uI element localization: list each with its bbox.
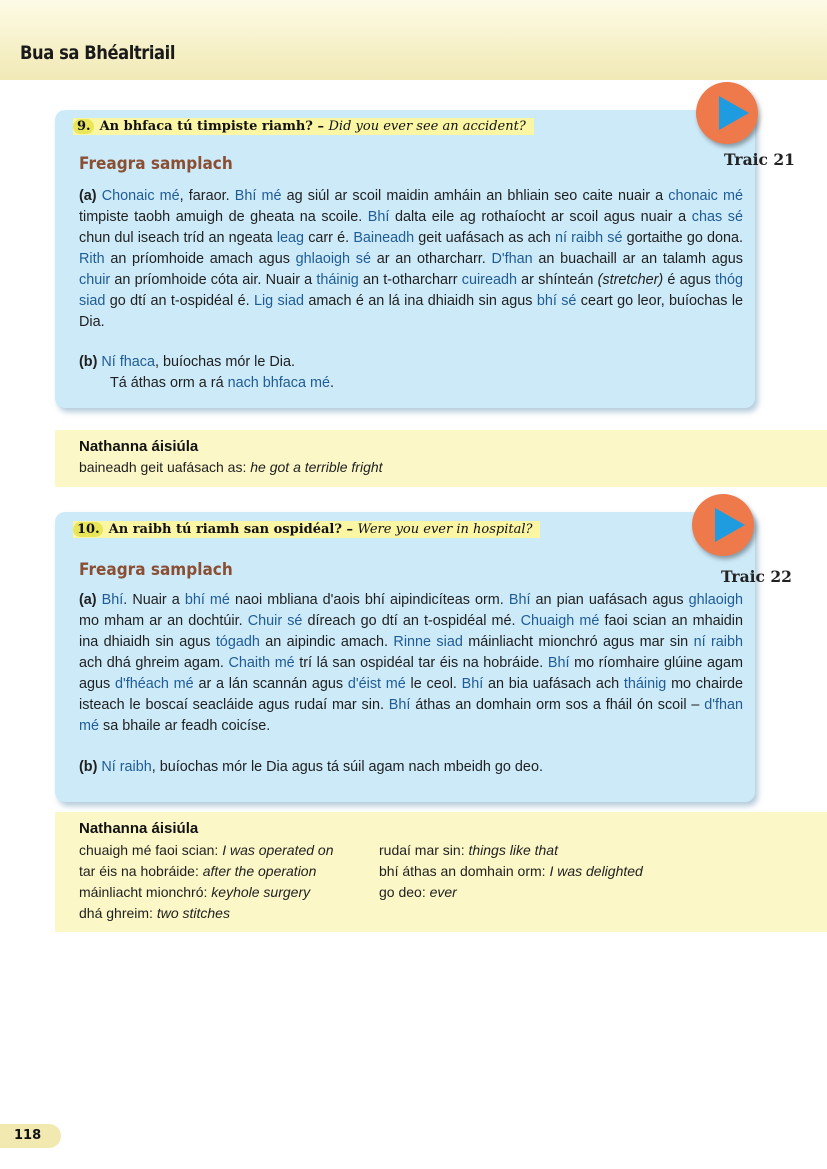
phrase-item: bhí áthas an domhain orm: I was delighted — [379, 863, 643, 879]
highlighted-verb: Ní fhaca — [101, 354, 155, 370]
useful-phrases-box-2 — [55, 812, 827, 932]
highlighted-verb: bhí mé — [184, 592, 230, 608]
useful-phrases-heading: Nathanna áisiúla — [79, 820, 199, 837]
answer-9-b-line2: Tá áthas orm a rá nach bhfaca mé. — [110, 375, 334, 391]
highlighted-verb: chuir — [79, 272, 111, 288]
answer-10-b-line1: Ní raibh, buíochas mór le Dia agus tá súil agam nach mbeidh go deo. — [101, 759, 543, 775]
question-9-box — [55, 110, 755, 408]
question-10-box — [55, 512, 755, 802]
highlighted-verb: chonaic mé — [668, 188, 744, 204]
page-number: 118 — [0, 1124, 61, 1148]
phrase-item: chuaigh mé faoi scian: I was operated on — [79, 842, 334, 858]
gloss-text: (stretcher) — [597, 272, 664, 288]
phrase-item: baineadh geit uafásach as: he got a terrible fright — [79, 459, 383, 475]
highlighted-verb: Bhí — [101, 592, 124, 608]
highlighted-verb: ghlaoigh — [688, 592, 744, 608]
question-9-dash: – — [312, 119, 329, 134]
highlighted-verb: Lig siad — [253, 293, 304, 309]
question-9-irish: An bhfaca tú timpiste riamh? — [99, 119, 313, 134]
highlighted-verb: Ní raibh — [101, 759, 152, 775]
question-9-line — [73, 118, 534, 135]
answer-10-a-text: Bhí. Nuair a bhí mé naoi mbliana d'aois bhí aipindicíteas orm. Bhí an pian uafásach agus ghlaoigh mo mham ar an dochtúir. Chuir sé díreach go dtí an t-ospidéal mé. Chuaigh mé faoi scian an mhaidin ina dhiaidh sin agus tógadh an aipindic amach. Rinne siad máinliacht mionchró agus mar sin ní raibh ach dhá ghreim agam. Chaith mé trí lá san ospidéal tar éis na hobráide. Bhí mo ríomhaire glúine agam agus d'fhéach mé ar a lán scannán agus d'éist mé le ceol. Bhí an bia uafásach ach tháinig mo chairde isteach le boscaí seacláide agus rudaí mar sin. Bhí áthas an domhain orm sos a fháil ón scoil – d'fhan mé sa bhaile ar feadh coicíse. — [79, 592, 744, 734]
highlighted-verb: tháinig — [623, 676, 667, 692]
highlighted-verb: Chuaigh mé — [520, 613, 600, 629]
highlighted-verb: Bhí — [547, 655, 570, 671]
highlighted-verb: Chonaic mé — [101, 188, 180, 204]
header-band — [0, 0, 827, 80]
highlighted-verb: chas sé — [691, 209, 743, 225]
highlighted-verb: D'fhan — [491, 251, 533, 267]
highlighted-verb: bhí sé — [536, 293, 577, 309]
question-10-irish: An raibh tú riamh san ospidéal? — [108, 522, 342, 537]
answer-9-a — [79, 186, 743, 333]
phrase-item: rudaí mar sin: things like that — [379, 842, 558, 858]
highlighted-verb: ní raibh — [693, 634, 743, 650]
highlighted-verb: ní raibh sé — [554, 230, 623, 246]
answer-label: (a) — [79, 592, 97, 608]
highlighted-verb: Rinne siad — [393, 634, 463, 650]
highlighted-verb: Baineadh — [353, 230, 415, 246]
highlighted-verb: Bhí — [367, 209, 390, 225]
play-icon[interactable] — [696, 82, 758, 144]
question-10-dash: – — [341, 522, 358, 537]
answer-label: (b) — [79, 354, 98, 370]
answer-9-b-line1: Ní fhaca, buíochas mór le Dia. — [101, 354, 295, 370]
highlighted-verb: d'fhéach mé — [114, 676, 194, 692]
phrase-item: máinliacht mionchró: keyhole surgery — [79, 884, 311, 900]
highlighted-verb: Rith — [79, 251, 105, 267]
answer-9-a-text: Chonaic mé, faraor. Bhí mé ag siúl ar scoil maidin amháin an bhliain seo caite nuair a chonaic mé timpiste taobh amuigh de gheata na scoile. Bhí dalta eile ag rothaíocht ar scoil agus nuair a chas sé chun dul iseach tríd an ngeata leag carr é. Baineadh geit uafásach as ach ní raibh sé gortaithe go dona. Rith an príomhoide amach agus ghlaoigh sé ar an otharcharr. D'fhan an buachaill ar an talamh agus chuir an príomhoide cóta air. Nuair a tháinig an t-otharcharr cuireadh ar shínteán (stretcher) é agus thóg siad go dtí an t-ospidéal é. Lig siad amach é an lá ina dhiaidh sin agus bhí sé ceart go leor, buíochas le Dia. — [79, 188, 744, 330]
track-22-label: Traic 22 — [721, 567, 792, 586]
answer-10-a — [79, 590, 743, 737]
highlighted-verb: Bhí — [461, 676, 484, 692]
highlighted-verb: tháinig — [316, 272, 359, 288]
highlighted-verb: d'éist mé — [347, 676, 406, 692]
useful-phrases-heading: Nathanna áisiúla — [79, 438, 199, 455]
answer-label: (a) — [79, 188, 97, 204]
question-10-number: 10. — [73, 522, 103, 537]
phrase-item: tar éis na hobráide: after the operation — [79, 863, 317, 879]
phrase-item: go deo: ever — [379, 884, 457, 900]
highlighted-verb: ghlaoigh sé — [295, 251, 371, 267]
sample-answer-heading: Freagra samplach — [79, 154, 233, 174]
question-10-line — [73, 521, 540, 538]
answer-label: (b) — [79, 759, 98, 775]
answer-9-b — [79, 352, 743, 394]
highlighted-verb: Bhí mé — [234, 188, 282, 204]
useful-phrases-box-1 — [55, 430, 827, 487]
question-10-english: Were you ever in hospital? — [357, 522, 533, 537]
highlighted-verb: nach bhfaca mé — [227, 375, 330, 391]
highlighted-verb: Bhí — [388, 697, 411, 713]
highlighted-verb: tógadh — [215, 634, 260, 650]
sample-answer-heading: Freagra samplach — [79, 560, 233, 580]
question-9-number: 9. — [73, 119, 94, 134]
track-21-label: Traic 21 — [724, 150, 795, 169]
highlighted-verb: cuireadh — [461, 272, 517, 288]
page-title: Bua sa Bhéaltriail — [20, 42, 176, 64]
highlighted-verb: leag — [276, 230, 305, 246]
highlighted-verb: thóg siad — [79, 272, 743, 309]
question-9-english: Did you ever see an accident? — [328, 119, 526, 134]
highlighted-verb: Chuir sé — [247, 613, 303, 629]
answer-10-b — [79, 757, 743, 778]
highlighted-verb: d'fhan mé — [79, 697, 743, 734]
play-icon[interactable] — [692, 494, 754, 556]
highlighted-verb: Bhí — [508, 592, 531, 608]
phrase-item: dhá ghreim: two stitches — [79, 905, 230, 921]
highlighted-verb: Chaith mé — [228, 655, 295, 671]
